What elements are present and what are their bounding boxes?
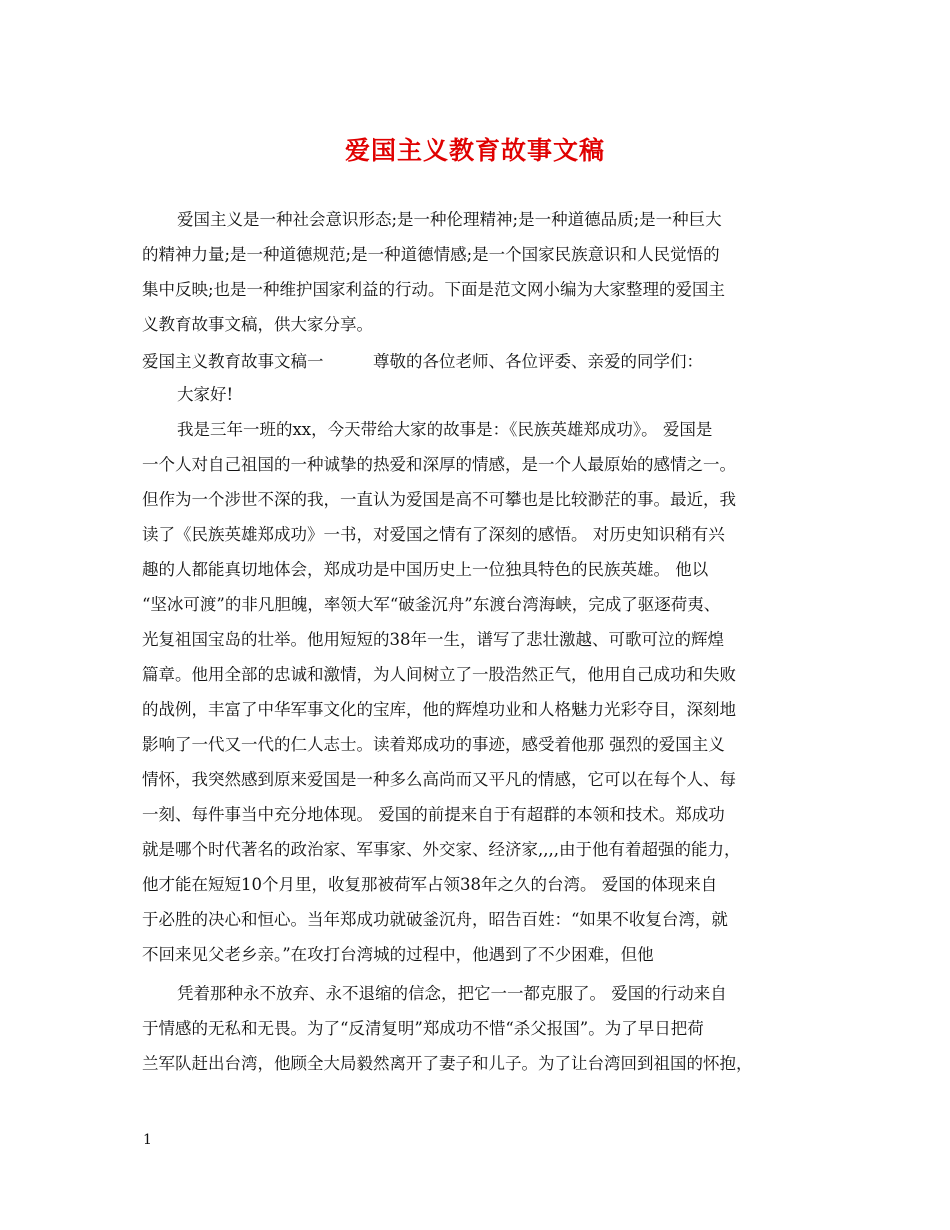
text-line: 但作为一个涉世不深的我，一直认为爱国是高不可攀也是比较渺茫的事。最近，我 xyxy=(142,490,736,509)
text-line: 于情感的无私和无畏。为了“反清复明”郑成功不惜“杀父报国”。为了早日把荷 xyxy=(142,1019,704,1038)
text-line: 爱国主义教育故事文稿一 尊敬的各位老师、各位评委、亲爱的同学们： xyxy=(142,352,703,371)
text-line: 趣的人都能真切地体会，郑成功是中国历史上一位独具特色的民族英雄。 他以 xyxy=(142,560,709,579)
text-line: 于必胜的决心和恒心。当年郑成功就破釜沉舟，昭告百姓：“如果不收复台湾，就 xyxy=(142,910,728,929)
text-line: 篇章。他用全部的忠诚和激情，为人间树立了一股浩然正气，他用自己成功和失败 xyxy=(142,665,736,684)
text-line: “坚冰可渡”的非凡胆魄，率领大军“破釜沉舟”东渡台湾海峡，完成了驱逐荷夷、 xyxy=(142,595,721,614)
page-number: 1 xyxy=(143,1132,152,1148)
text-line: 兰军队赶出台湾，他顾全大局毅然离开了妻子和儿子。为了让台湾回到祖国的怀抱， xyxy=(142,1054,753,1073)
text-line: 读了《民族英雄郑成功》一书，对爱国之情有了深刻的感悟。 对历史知识稍有兴 xyxy=(142,525,725,544)
text-line: 大家好! xyxy=(177,385,234,404)
text-line: 光复祖国宝岛的壮举。他用短短的38年一生，谱写了悲壮激越、可歌可泣的辉煌 xyxy=(142,630,724,649)
text-line: 凭着那种永不放弃、永不退缩的信念，把它一一都克服了。 爱国的行动来自 xyxy=(177,984,727,1003)
text-line: 他才能在短短10个月里，收复那被荷军占领38年之久的台湾。 爱国的体现来自 xyxy=(142,875,718,894)
text-line: 的战例，丰富了中华军事文化的宝库，他的辉煌功业和人格魅力光彩夺目，深刻地 xyxy=(142,700,736,719)
text-line: 集中反映;也是一种维护国家利益的行动。下面是范文网小编为大家整理的爱国主 xyxy=(142,280,726,299)
text-line: 的精神力量;是一种道德规范;是一种道德情感;是一个国家民族意识和人民觉悟的 xyxy=(142,245,720,264)
text-line: 就是哪个时代著名的政治家、军事家、外交家、经济家,,,,由于他有着超强的能力， xyxy=(142,840,741,859)
text-line: 爱国主义是一种社会意识形态;是一种伦理精神;是一种道德品质;是一种巨大 xyxy=(177,210,722,229)
text-line: 影响了一代又一代的仁人志士。读着郑成功的事迹，感受着他那 强烈的爱国主义 xyxy=(142,735,725,754)
text-line: 义教育故事文稿，供大家分享。 xyxy=(142,315,373,334)
text-line: 一个人对自己祖国的一种诚挚的热爱和深厚的情感，是一个人最原始的感情之一。 xyxy=(142,455,736,474)
text-line: 情怀，我突然感到原来爱国是一种多么高尚而又平凡的情感，它可以在每个人、每 xyxy=(142,770,736,789)
text-line: 不回来见父老乡亲。”在攻打台湾城的过程中，他遇到了不少困难，但他 xyxy=(142,945,654,964)
document-title: 爱国主义教育故事文稿 xyxy=(344,136,605,165)
text-line: 一刻、每件事当中充分地体现。 爱国的前提来自于有超群的本领和技术。郑成功 xyxy=(142,805,725,824)
text-line: 我是三年一班的xx，今天带给大家的故事是：《民族英雄郑成功》。 爱国是 xyxy=(177,420,713,439)
